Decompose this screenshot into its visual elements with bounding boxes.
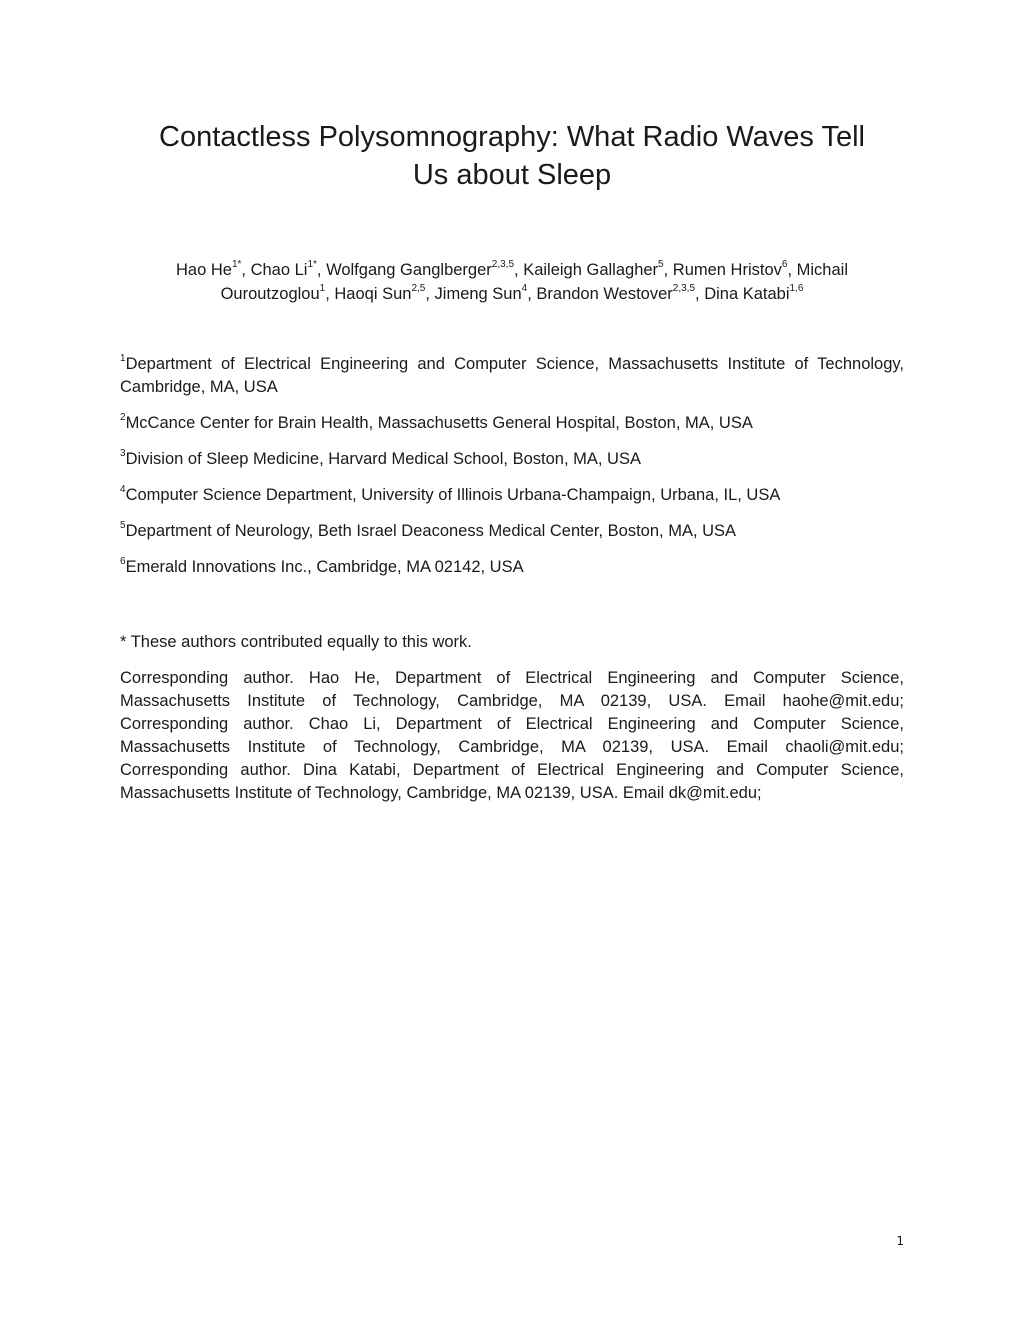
corresponding-line: Massachusetts Institute of Technology, Cambridge, MA 02139, USA. Email dk@mit.edu;	[120, 784, 762, 802]
author-affiliation-marker: 1*	[307, 258, 317, 270]
page-number: 1	[896, 1234, 904, 1248]
corresponding-line: Massachusetts Institute of Technology, Cambridge, MA 02139, USA. Email haohe@mit.edu;	[120, 692, 904, 710]
affiliation-item	[120, 412, 904, 435]
author-list	[120, 258, 904, 306]
affiliation-item	[120, 353, 904, 399]
author-name: Brandon Westover	[536, 285, 673, 303]
author-name: Wolfgang Ganglberger	[326, 261, 492, 279]
affiliation-text: Computer Science Department, University of Illinois Urbana-Champaign, Urbana, IL, USA	[125, 486, 781, 504]
affiliation-number: 5	[120, 519, 126, 531]
affiliation-item	[120, 484, 904, 507]
equal-contribution-note: * These authors contributed equally to this work.	[120, 633, 472, 651]
affiliation-number: 4	[120, 483, 126, 495]
author-name: Haoqi Sun	[334, 285, 412, 303]
title-line-2: Us about Sleep	[412, 159, 612, 191]
author-affiliation-marker: 5	[658, 258, 664, 270]
author-name: Hao He	[175, 261, 232, 279]
affiliation-text: Emerald Innovations Inc., Cambridge, MA 02142, USA	[125, 558, 524, 576]
author-affiliation-marker: 1	[319, 282, 326, 294]
author-name: Rumen Hristov	[672, 261, 782, 279]
affiliation-number: 2	[120, 411, 126, 423]
paper-title	[120, 118, 904, 194]
author-name: Jimeng Sun	[434, 285, 522, 303]
affiliation-text: Department of Neurology, Beth Israel Deaconess Medical Center, Boston, MA, USA	[125, 522, 737, 540]
author-affiliation-marker: 1,6	[789, 282, 804, 294]
affiliation-text: Division of Sleep Medicine, Harvard Medical School, Boston, MA, USA	[125, 450, 641, 468]
author-name: Dina Katabi	[704, 285, 790, 303]
affiliation-item	[120, 448, 904, 471]
title-line-1: Contactless Polysomnography: What Radio Waves Tell	[159, 121, 865, 153]
corresponding-line: Massachusetts Institute of Technology, Cambridge, MA 02139, USA. Email chaoli@mit.edu;	[120, 738, 904, 756]
affiliation-item	[120, 520, 904, 543]
corresponding-line: Corresponding author. Chao Li, Department of Electrical Engineering and Computer Science,	[120, 715, 904, 733]
author-affiliation-marker: 2,3,5	[672, 282, 696, 294]
affiliation-number: 1	[120, 352, 126, 364]
author-affiliation-marker: 4	[521, 282, 528, 294]
author-line-2: Ouroutzoglou$^1$, Haoqi Sun$^{2,5}$, Jimeng Sun$^4$, Brandon Westover$^{2,3,5}$, Dina Katabi$^{1,6}$	[220, 282, 804, 303]
affiliation-text: Department of Electrical Engineering and Computer Science, Massachusetts Institute of Technology, Cambridge, MA, USA	[120, 355, 904, 396]
author-affiliation-marker: 6	[781, 258, 788, 270]
author-affiliation-marker: 2,3,5	[491, 258, 515, 270]
corresponding-line: Corresponding author. Dina Katabi, Department of Electrical Engineering and Computer Science,	[120, 761, 904, 779]
corresponding-line: Corresponding author. Hao He, Department of Electrical Engineering and Computer Science,	[120, 669, 904, 687]
author-line-1: Hao $He^{1*}$, Chao $Li^{1*}$, Wolfgang Ganglberger$^{2,3,5}$, Kaileigh Gallagher$^5$, Rumen Hristov$^6$, Michail	[175, 258, 848, 279]
author-name: Ouroutzoglou	[220, 285, 320, 303]
author-affiliation-marker: 1*	[231, 258, 242, 270]
author-name: Michail	[796, 261, 848, 279]
affiliation-item	[120, 556, 904, 579]
author-name: Kaileigh Gallagher	[523, 261, 659, 279]
affiliation-text: McCance Center for Brain Health, Massachusetts General Hospital, Boston, MA, USA	[125, 414, 753, 432]
affiliation-list	[120, 353, 904, 592]
affiliation-number: 6	[120, 555, 126, 567]
author-name: Chao Li	[250, 261, 308, 279]
author-affiliation-marker: 2,5	[411, 282, 426, 294]
affiliation-number: 3	[120, 447, 126, 459]
corresponding-author-block	[120, 667, 904, 805]
